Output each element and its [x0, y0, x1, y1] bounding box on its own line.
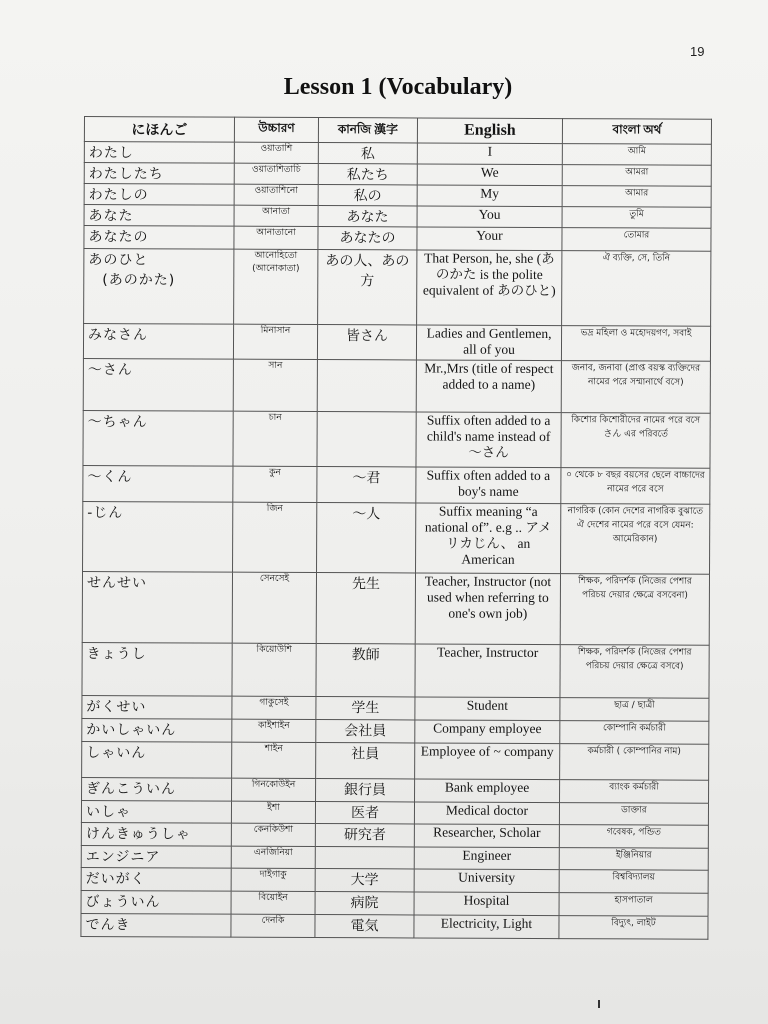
cell-japanese	[82, 695, 232, 719]
cell-reading: ওয়াতাশিনো	[234, 184, 318, 205]
cell-bangla: ডাক্তার	[559, 803, 708, 826]
table-row	[84, 142, 711, 166]
japanese-word: でんき	[85, 917, 131, 934]
cell-japanese	[84, 142, 234, 164]
cell-english: Engineer	[414, 847, 559, 870]
japanese-word: あのひと	[88, 252, 149, 269]
cell-english: Suffix meaning “a national of”. e.g .. アメリカじん、 an American	[416, 503, 561, 574]
japanese-word: いしゃ	[85, 804, 131, 821]
cell-english: Hospital	[414, 892, 559, 916]
cell-kanji: 病院	[315, 892, 414, 915]
cell-reading: ওয়াতাশিতাচি	[234, 163, 318, 184]
table-row	[82, 777, 709, 803]
table-row	[82, 741, 709, 780]
cell-kanji: 会社員	[316, 720, 415, 743]
table-row	[84, 249, 711, 327]
table-row	[82, 718, 709, 744]
cell-english: Suffix often added to a child's name instead of ～さん	[416, 412, 561, 468]
cell-reading: সান	[233, 359, 317, 411]
header-japanese: にほんご	[84, 117, 234, 143]
cell-bangla: ব্যাংক কর্মচারী	[560, 780, 709, 804]
cell-japanese	[84, 249, 234, 325]
cell-bangla: কিশোর কিশোরীদের নামের পরে বসে さん এর পরিবর্তে	[561, 413, 710, 469]
cell-reading: গাকুসেই	[232, 696, 316, 719]
japanese-word: きょうし	[86, 646, 147, 663]
cell-kanji	[317, 412, 416, 467]
cell-japanese	[82, 642, 232, 696]
cell-japanese	[83, 410, 233, 466]
cell-reading: কেনকিউশা	[231, 823, 315, 846]
vocabulary-rows	[81, 142, 711, 940]
cell-english: Your	[417, 227, 562, 251]
cell-japanese	[84, 163, 234, 185]
cell-english: University	[414, 869, 559, 893]
table-row	[82, 642, 709, 698]
cell-english: Suffix often added to a boy's name	[416, 467, 561, 504]
cell-bangla: ০ থেকে ৮ বছর বয়সের ছেলে বাচ্চাদের নামের পরে বসে	[561, 468, 710, 505]
cell-reading: মিনাসান	[233, 324, 317, 359]
cell-kanji: 医者	[315, 802, 414, 824]
japanese-alternate: (あのかた)	[102, 272, 176, 289]
cell-english: You	[417, 206, 562, 228]
cell-bangla: কর্মচারী ( কোম্পানির নাম)	[560, 744, 709, 781]
japanese-word: わたしたち	[88, 166, 164, 183]
cell-bangla: হাসপাতাল	[559, 893, 708, 917]
cell-japanese	[84, 205, 234, 227]
cell-bangla: নাগরিক (কোন দেশের নাগরিক বুঝাতে ঐ দেশের নামের পরে বসে যেমন: আমেরিকান)	[561, 504, 710, 575]
japanese-word: わたしの	[88, 187, 149, 204]
table-row	[81, 913, 708, 939]
table-row	[83, 358, 710, 413]
cell-kanji: あの人、あの方	[318, 250, 417, 325]
cell-japanese	[81, 890, 231, 914]
cell-japanese	[82, 718, 232, 742]
cell-english: We	[417, 164, 562, 186]
cell-bangla: ভদ্র মহিলা ও মহোদয়গণ, সবাই	[561, 326, 710, 362]
japanese-word: あなたの	[88, 229, 149, 246]
cell-english: Teacher, Instructor	[415, 644, 560, 698]
table-row	[83, 465, 710, 504]
table-row	[81, 800, 708, 825]
table-row	[81, 867, 708, 893]
header-bangla: বাংলা অর্থ	[562, 119, 711, 145]
japanese-word: エンジニア	[85, 849, 161, 866]
japanese-word: ～ちゃん	[87, 414, 148, 431]
cell-bangla: শিক্ষক, পরিদর্শক (নিজের পেশার পরিচয় দেয়ার ক্ষেত্রে বসবেনা)	[560, 574, 709, 646]
cell-reading: এনজিনিয়া	[231, 846, 315, 868]
cell-reading: কাইশাইন	[232, 719, 316, 742]
cell-english: Ladies and Gentlemen, all of you	[416, 325, 561, 361]
cell-kanji: 大学	[315, 869, 414, 892]
japanese-word: だいがく	[85, 871, 146, 888]
cell-english: Employee of ~ company	[415, 743, 560, 780]
header-english: English	[417, 118, 562, 144]
cell-english: Company employee	[415, 720, 560, 744]
cell-kanji: 社員	[316, 743, 415, 779]
cell-bangla: তুমি	[562, 207, 711, 229]
cell-bangla: ছাত্র / ছাত্রী	[560, 698, 709, 722]
table-row	[82, 571, 709, 645]
cell-kanji: 銀行員	[316, 779, 415, 802]
cell-kanji: 私たち	[318, 164, 417, 185]
cell-bangla: ইঞ্জিনিয়ার	[559, 848, 708, 871]
cell-japanese	[84, 184, 234, 206]
japanese-word: しゃいん	[86, 745, 147, 762]
cell-reading: আনাতা	[234, 205, 318, 226]
japanese-word: わたし	[88, 145, 134, 162]
cell-reading: সেনসেই	[232, 572, 316, 643]
table-row	[82, 695, 709, 721]
cell-bangla: ঐ ব্যক্তি, সে, তিনি	[562, 251, 711, 327]
cell-reading: জিন	[233, 502, 317, 572]
cell-japanese	[84, 226, 234, 250]
cell-reading: কিয়োউশি	[232, 643, 316, 696]
cell-japanese	[83, 465, 233, 502]
cell-english: Electricity, Light	[414, 915, 559, 939]
japanese-word: びょういん	[85, 894, 161, 911]
table-row	[83, 410, 710, 468]
cell-japanese	[81, 800, 231, 823]
cell-kanji: ～君	[317, 467, 416, 503]
cell-reading: বিয়োইন	[231, 891, 315, 914]
cell-kanji: 教師	[316, 644, 415, 697]
cell-kanji: あなたの	[318, 227, 417, 250]
japanese-word: みなさん	[88, 327, 149, 344]
cell-english: I	[417, 143, 562, 165]
japanese-word: ぎんこういん	[86, 781, 177, 798]
cell-kanji: 私	[318, 143, 417, 164]
cell-kanji: 私の	[318, 185, 417, 206]
cell-reading: গিনকোউইন	[232, 778, 316, 801]
cell-bangla: আমরা	[562, 165, 711, 187]
cell-bangla: শিক্ষক, পরিদর্শক (নিজের পেশার পরিচয় দেয়ার ক্ষেত্রে বসবে)	[560, 645, 709, 699]
cell-bangla: বিদ্যুৎ, লাইট	[559, 916, 708, 940]
cell-kanji: 先生	[316, 573, 415, 644]
header-row	[84, 117, 711, 145]
cell-reading: ইশা	[231, 801, 315, 823]
japanese-word: せんせい	[86, 575, 147, 592]
cell-reading: আনাতানো	[234, 226, 318, 249]
cell-kanji: 皆さん	[317, 325, 416, 360]
cell-bangla: বিশ্ববিদ্যালয়	[559, 870, 708, 894]
cell-kanji: あなた	[318, 206, 417, 227]
japanese-word: ～さん	[87, 362, 133, 379]
table-row	[81, 890, 708, 916]
cell-kanji: 学生	[316, 697, 415, 720]
table-row	[83, 324, 710, 362]
cell-bangla: তোমার	[562, 228, 711, 252]
cell-japanese	[83, 358, 233, 411]
vocabulary-table	[80, 116, 712, 940]
header-reading: উচ্চারণ	[234, 117, 318, 142]
cell-japanese	[82, 741, 232, 778]
cell-reading: ওয়াতাশি	[234, 142, 318, 163]
scan-mark	[598, 1000, 600, 1008]
cell-bangla: আমার	[562, 186, 711, 208]
japanese-word: がくせい	[86, 699, 147, 716]
cell-reading: দাইগাকু	[231, 868, 315, 891]
cell-bangla: গবেষক, পন্ডিত	[559, 825, 708, 849]
table-row	[84, 205, 711, 229]
cell-english: My	[417, 185, 562, 207]
japanese-word: かいしゃいん	[86, 722, 177, 739]
cell-reading: আনোহিতো (আনোকাতা)	[234, 249, 318, 324]
table-row	[84, 163, 711, 187]
cell-english: Researcher, Scholar	[414, 824, 559, 848]
cell-japanese	[81, 867, 231, 891]
cell-reading: চান	[233, 411, 317, 466]
japanese-word: あなた	[88, 208, 134, 225]
cell-reading: কুন	[233, 466, 317, 502]
cell-kanji	[317, 360, 416, 412]
cell-bangla: আমি	[562, 144, 711, 166]
cell-kanji	[315, 847, 414, 869]
table-row	[84, 184, 711, 208]
cell-japanese	[82, 571, 232, 643]
japanese-word: -じん	[87, 505, 124, 522]
cell-english: That Person, he, she (あのかた is the polite equivalent of あのひと)	[417, 250, 562, 326]
page-title: Lesson 1 (Vocabulary)	[283, 74, 513, 100]
cell-english: Student	[415, 697, 560, 721]
page-number: 19	[690, 44, 705, 59]
japanese-word: ～くん	[87, 469, 133, 486]
japanese-word: けんきゅうしゃ	[85, 826, 191, 843]
cell-english: Teacher, Instructor (not used when referring to one's own job)	[415, 573, 560, 645]
cell-bangla: কোম্পানি কর্মচারী	[560, 721, 709, 745]
cell-reading: দেনকি	[231, 914, 315, 937]
cell-bangla: জনাব, জনাবা (প্রাপ্ত বয়স্ক ব্যক্তিদের নামের পরে সম্মানার্থে বসে)	[561, 361, 710, 414]
cell-japanese	[82, 777, 232, 801]
table-row	[81, 822, 708, 848]
cell-english: Medical doctor	[414, 802, 559, 825]
table-row	[84, 226, 711, 252]
cell-japanese	[83, 501, 233, 572]
cell-kanji: ～人	[317, 503, 416, 573]
cell-english: Bank employee	[415, 779, 560, 803]
cell-reading: শাইন	[232, 742, 316, 778]
header-kanji: কানজি 漢字	[318, 118, 417, 143]
table-row	[81, 845, 708, 870]
cell-japanese	[81, 913, 231, 937]
cell-japanese	[83, 324, 233, 360]
cell-english: Mr.,Mrs (title of respect added to a name)	[416, 360, 561, 413]
cell-japanese	[81, 822, 231, 846]
cell-kanji: 研究者	[315, 824, 414, 847]
cell-japanese	[81, 845, 231, 868]
table-row	[83, 501, 710, 574]
cell-kanji: 電気	[315, 915, 414, 938]
